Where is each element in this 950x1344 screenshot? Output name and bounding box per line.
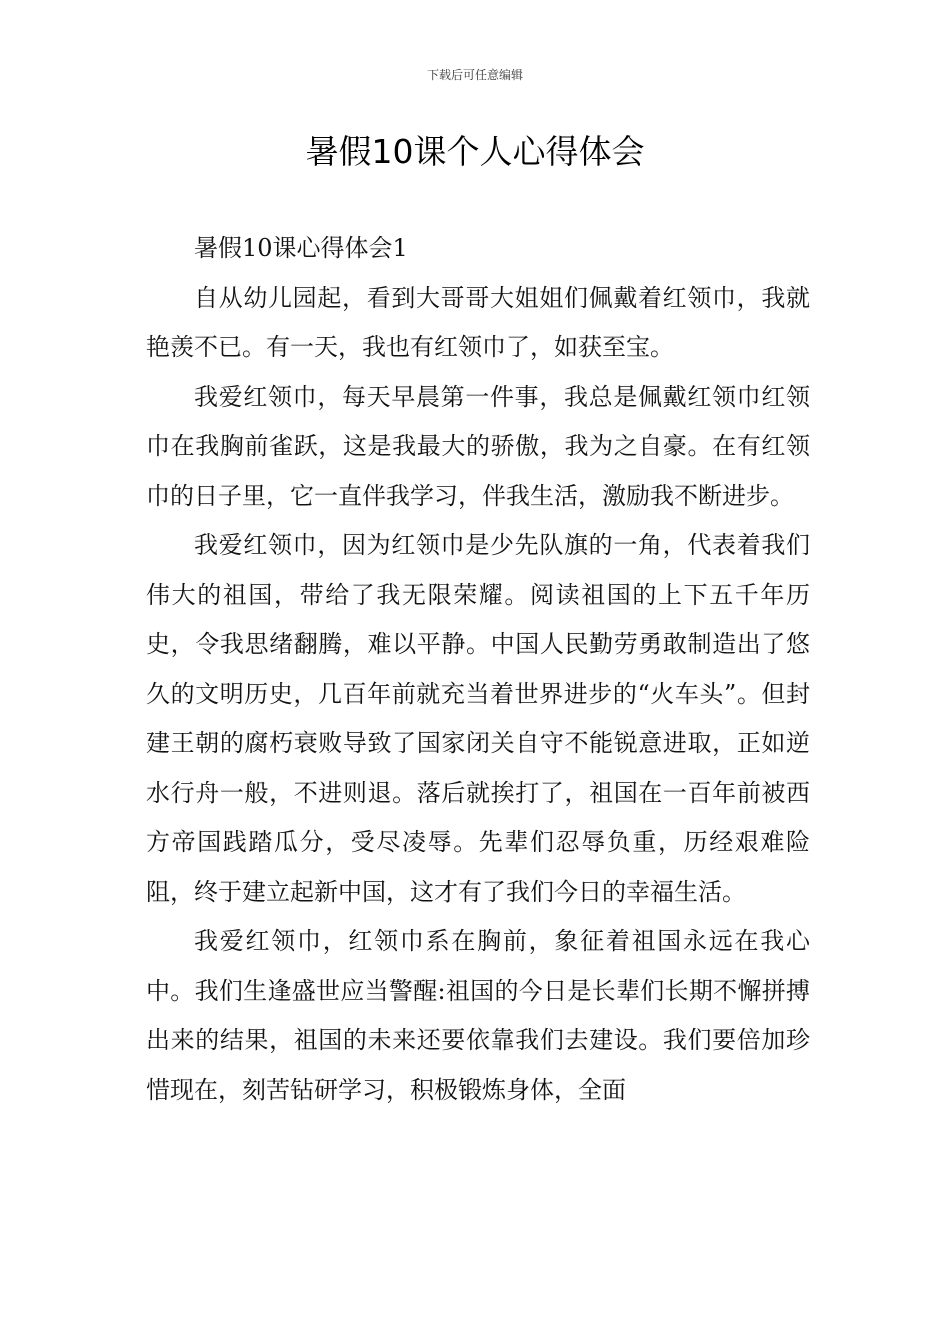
section-heading: 暑假10课心得体会1	[194, 234, 408, 262]
document-title: 暑假10课个人心得体会	[305, 132, 645, 171]
document-body	[146, 224, 810, 1115]
paragraph-4: 我爱红领巾，红领巾系在胸前，象征着祖国永远在我心中。我们生逢盛世应当警醒:祖国的今日是长辈们长期不懈拼搏出来的结果，祖国的未来还要依靠我们去建设。我们要倍加珍惜现在，刻苦钻研学习，积极锻炼身体，全面	[146, 927, 810, 1104]
header-note: 下载后可任意编辑	[426, 68, 523, 82]
paragraph-1: 自从幼儿园起，看到大哥哥大姐姐们佩戴着红领巾，我就艳羡不已。有一天，我也有红领巾了，如获至宝。	[146, 283, 810, 361]
paragraph-2: 我爱红领巾，每天早晨第一件事，我总是佩戴红领巾红领巾在我胸前雀跃，这是我最大的骄傲，我为之自豪。在有红领巾的日子里，它一直伴我学习，伴我生活，激励我不断进步。	[146, 382, 810, 510]
paragraph-3: 我爱红领巾，因为红领巾是少先队旗的一角，代表着我们伟大的祖国，带给了我无限荣耀。阅读祖国的上下五千年历史，令我思绪翻腾，难以平静。中国人民勤劳勇敢制造出了悠久的文明历史，几百年前就充当着世界进步的“火车头”。但封建王朝的腐朽衰败导致了国家闭关自守不能锐意进取，正如逆水行舟一般，不进则退。落后就挨打了，祖国在一百年前被西方帝国践踏瓜分，受尽凌辱。先辈们忍辱负重，历经艰难险阻，终于建立起新中国，这才有了我们今日的幸福生活。	[146, 531, 810, 906]
